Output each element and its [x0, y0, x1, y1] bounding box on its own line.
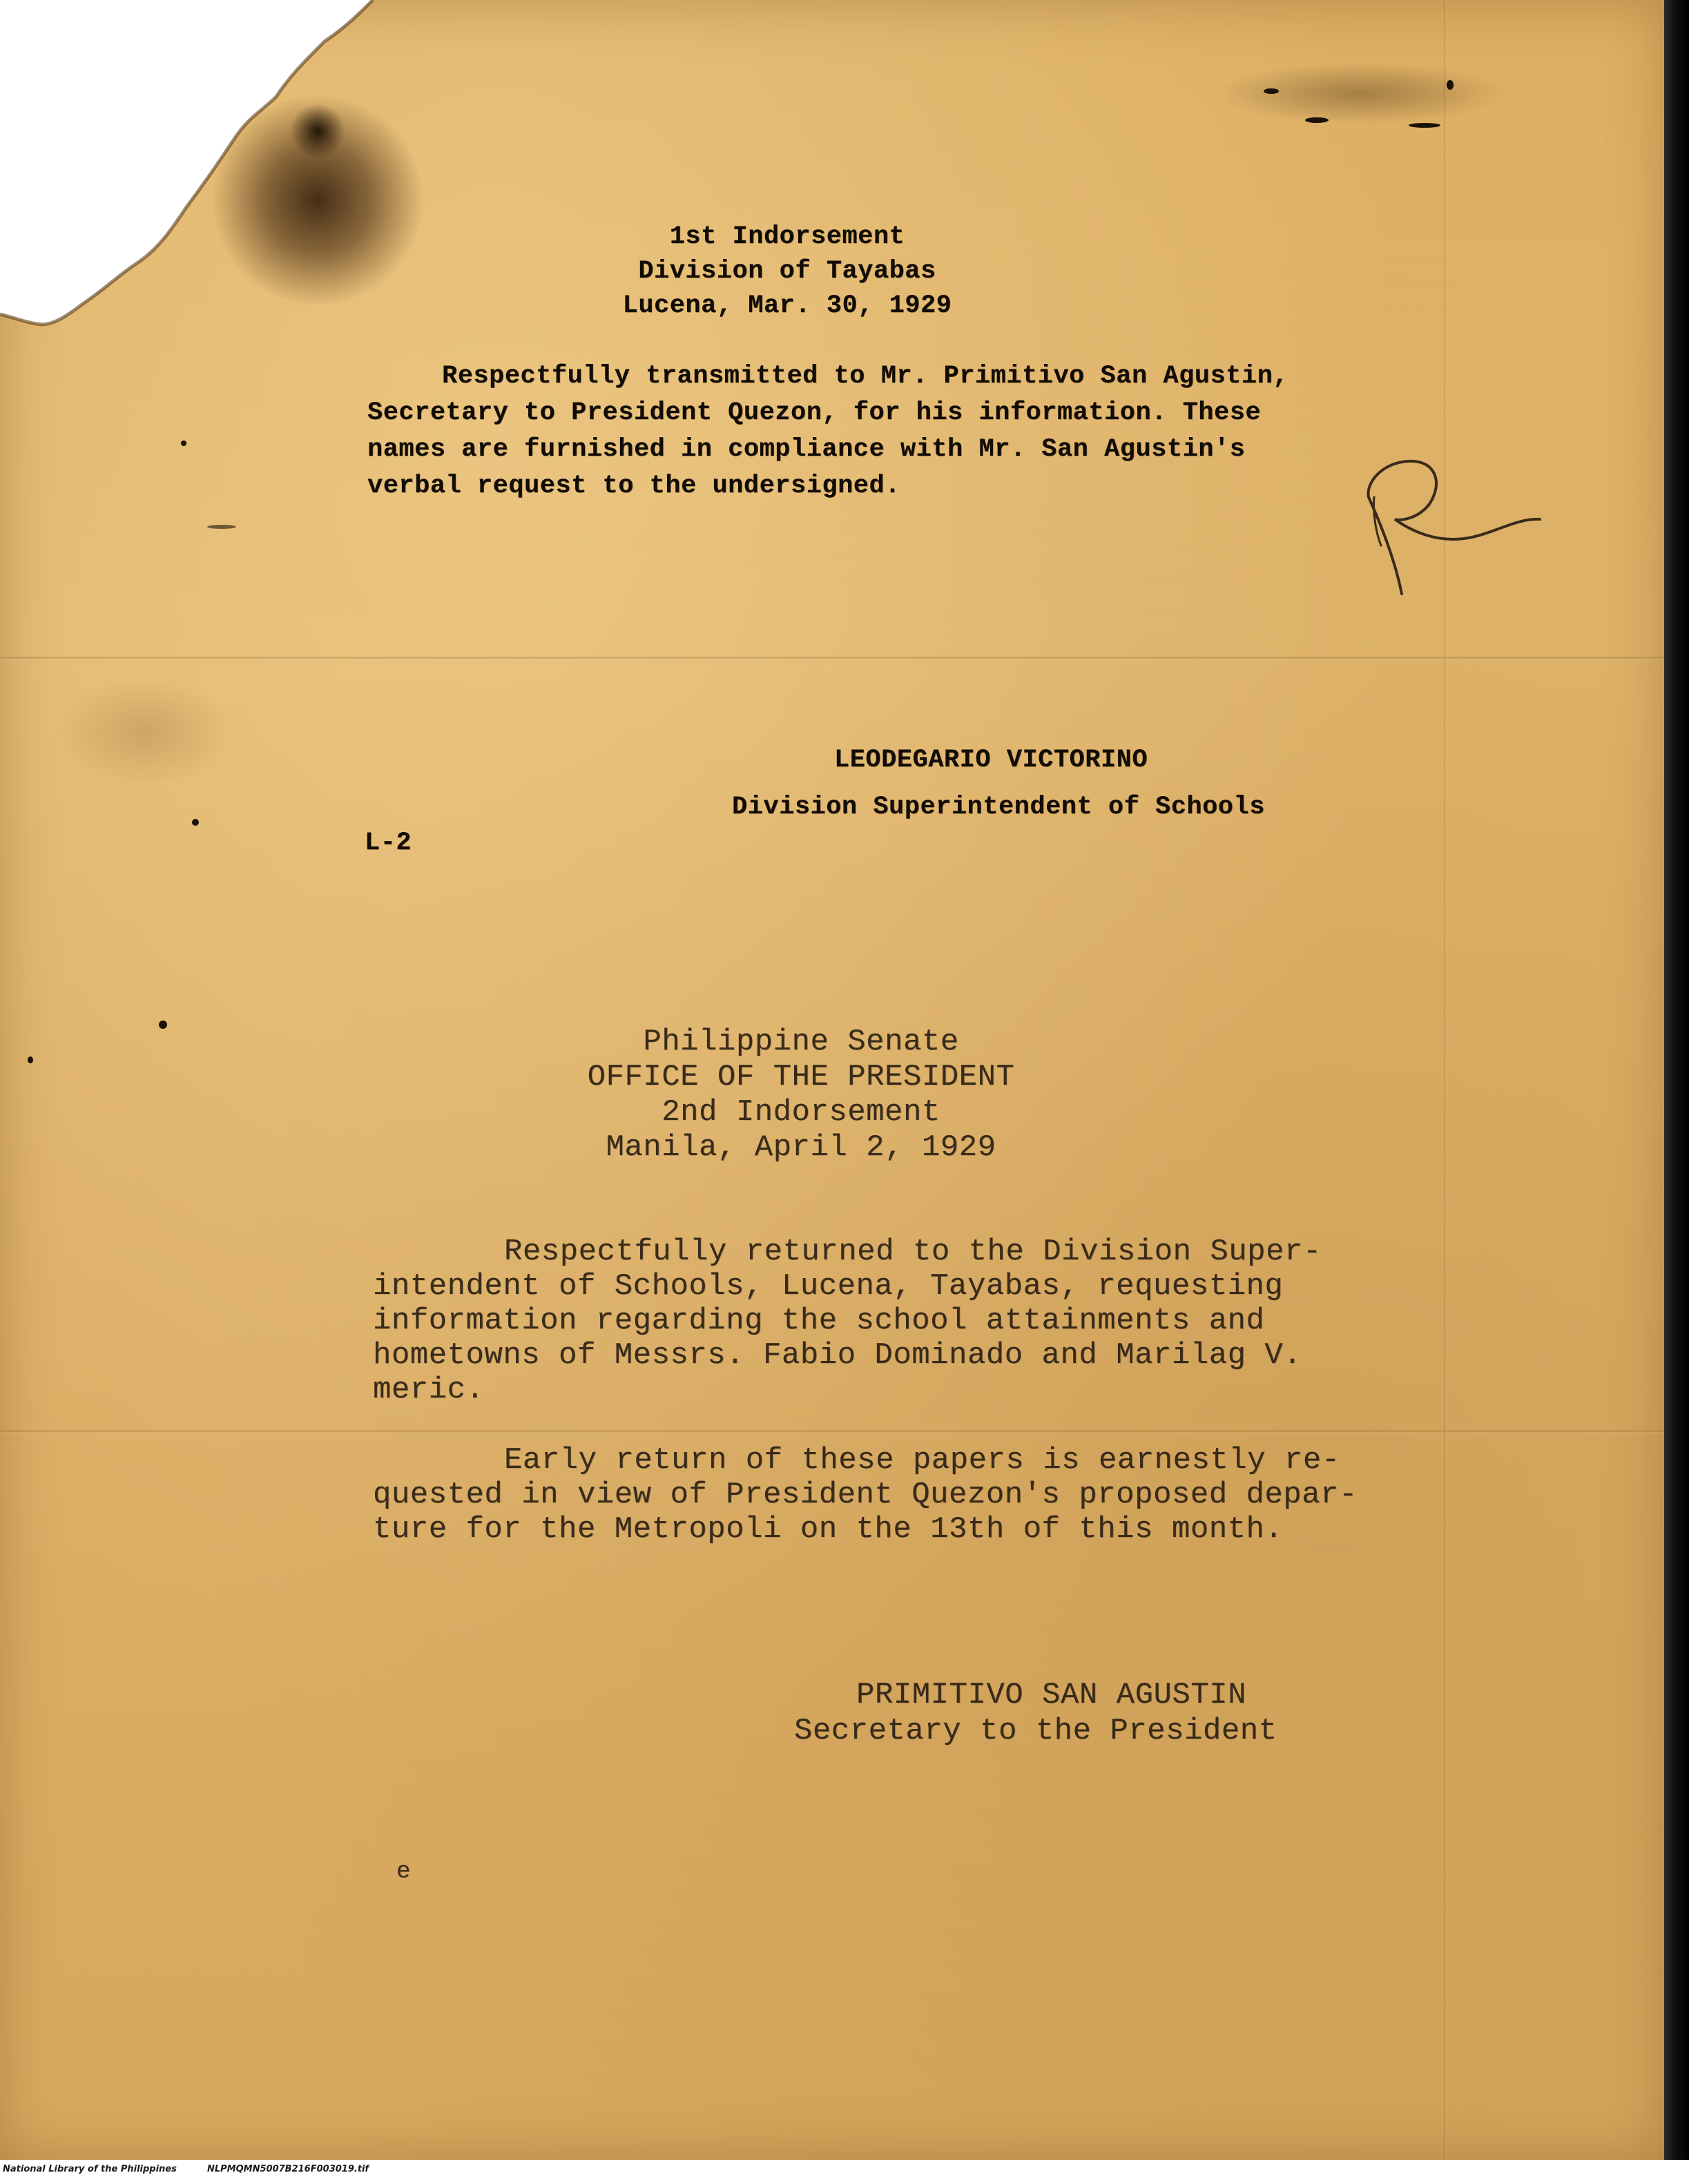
indorsement1-date: Lucena, Mar. 30, 1929 — [622, 291, 952, 320]
indorsement1-body-line: verbal request to the undersigned. — [367, 472, 900, 501]
indorsement2-para1-line: hometowns of Messrs. Fabio Dominado and Marilag V. — [373, 1338, 1302, 1373]
torn-corner — [0, 0, 387, 345]
horizontal-fold-line — [0, 656, 1664, 660]
indorsement1-body-line: Secretary to President Quezon, for his information. These — [367, 398, 1262, 427]
dirt-stain — [1215, 62, 1505, 124]
indorsement2-para2-line: quested in view of President Quezon's proposed depar- — [373, 1478, 1358, 1512]
ink-speck — [1305, 117, 1329, 123]
ink-speck — [207, 525, 236, 529]
ink-speck — [1409, 123, 1440, 128]
indorsement2-para1-line: Respectfully returned to the Division Super- — [504, 1235, 1322, 1269]
ink-speck — [181, 441, 186, 446]
indorsement1-division: Division of Tayabas — [638, 257, 936, 286]
indorsement1-body-line: names are furnished in compliance with Mr. San Agustin's — [367, 435, 1246, 464]
ink-speck — [1264, 88, 1279, 94]
indorsement2-para1-line: intendent of Schools, Lucena, Tayabas, requesting — [373, 1269, 1284, 1304]
indorsement1-signature-title: Division Superintendent of Schools — [732, 793, 1265, 822]
indorsement2-title: 2nd Indorsement — [662, 1095, 940, 1130]
footer-library-name: National Library of the Philippines — [3, 2164, 177, 2174]
ink-speck — [192, 819, 199, 826]
indorsement2-para1-line: meric. — [373, 1373, 485, 1407]
horizontal-fold-line — [0, 1429, 1664, 1433]
indorsement2-signature-name: PRIMITIVO SAN AGUSTIN — [856, 1678, 1246, 1712]
indorsement2-date: Manila, April 2, 1929 — [606, 1130, 996, 1165]
ink-speck — [28, 1056, 33, 1063]
vertical-fold-line — [1443, 0, 1447, 2160]
scan-edge — [1664, 0, 1689, 2184]
indorsement2-para2-line: ture for the Metropoli on the 13th of this month. — [373, 1512, 1284, 1547]
water-stain — [55, 677, 235, 787]
handwritten-initial-mark — [1353, 456, 1561, 601]
indorsement2-para2-line: Early return of these papers is earnestly re- — [504, 1443, 1340, 1478]
ink-speck — [159, 1021, 167, 1029]
indorsement1-title: 1st Indorsement — [669, 222, 905, 251]
bottom-typed-mark: e — [396, 1859, 411, 1885]
indorsement2-signature-title: Secretary to the President — [794, 1714, 1277, 1748]
indorsement1-reference: L-2 — [365, 829, 412, 858]
indorsement2-para1-line: information regarding the school attainments and — [373, 1304, 1265, 1338]
indorsement1-signature-name: LEODEGARIO VICTORINO — [834, 746, 1148, 775]
indorsement2-office: OFFICE OF THE PRESIDENT — [587, 1060, 1015, 1094]
footer-file-name: NLPMQMN5007B216F003019.tif — [207, 2164, 369, 2174]
ink-speck — [1447, 80, 1454, 90]
indorsement1-body-line: Respectfully transmitted to Mr. Primitivo San Agustin, — [442, 362, 1289, 391]
indorsement2-senate: Philippine Senate — [643, 1025, 959, 1059]
